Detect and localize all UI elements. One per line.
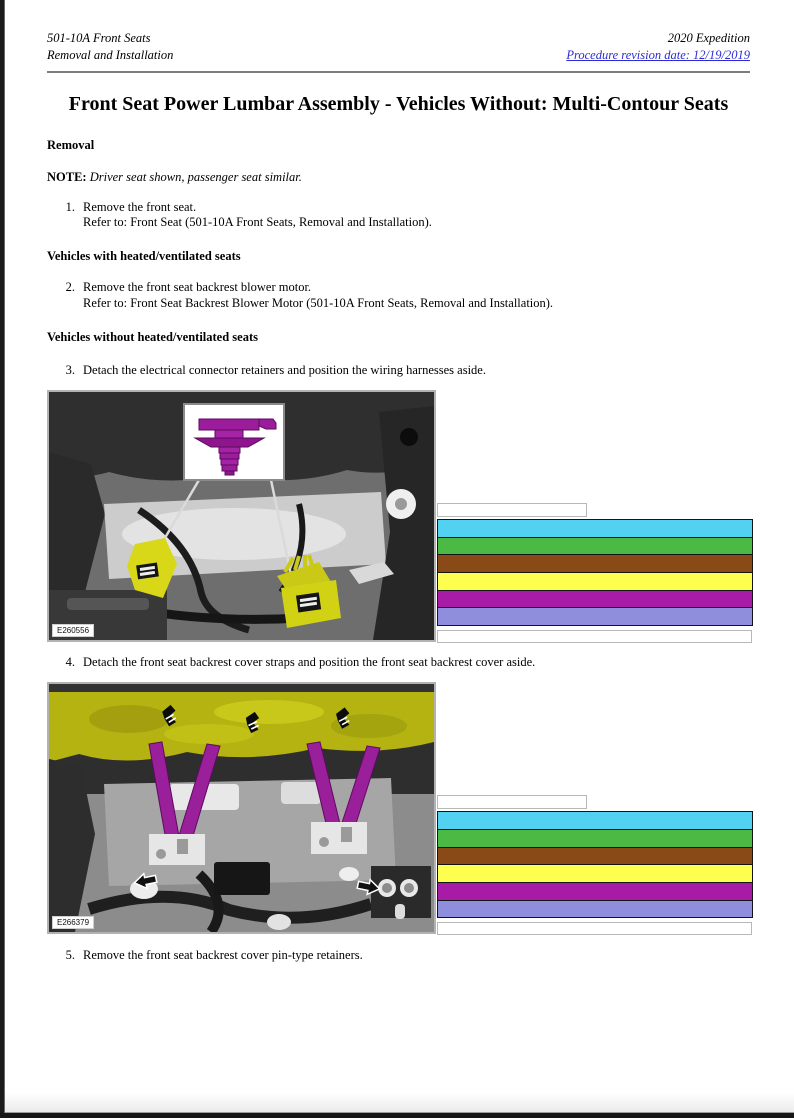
stripe-brown (438, 847, 752, 865)
step-3-number: 3. (65, 362, 75, 377)
stripe-green (438, 829, 752, 847)
document-header (47, 30, 750, 64)
step-4 (47, 655, 750, 670)
procedure-revision-link[interactable]: Procedure revision date: 12/19/2019 (566, 47, 750, 62)
note-paragraph (47, 170, 750, 185)
figure-1-image (47, 390, 436, 642)
stripe-green (438, 537, 752, 555)
figure-1-row (47, 390, 753, 642)
step-2 (47, 280, 750, 311)
legend-field-small (437, 795, 587, 809)
page-title: Front Seat Power Lumbar Assembly - Vehicles Without: Multi-Contour Seats (68, 92, 729, 115)
legend-field-small (437, 503, 587, 517)
stripe-cyan (438, 812, 752, 829)
window-bottom-edge (0, 1113, 794, 1118)
stripe-periwinkle (438, 900, 752, 918)
step-4-text: Detach the front seat backrest cover straps and position the front seat backrest cover aside. (83, 655, 536, 669)
page-bottom-shade (0, 1093, 794, 1113)
step-2-refer: Refer to: Front Seat Backrest Blower Motor (501-10A Front Seats, Removal and Installation). (83, 295, 554, 310)
stripe-magenta (438, 882, 752, 900)
step-5-number: 5. (65, 948, 75, 963)
figure-1-id-label: E260556 (52, 624, 94, 637)
step-1-refer: Refer to: Front Seat (501-10A Front Seats, Removal and Installation). (83, 215, 432, 229)
header-subtitle: Removal and Installation (47, 47, 174, 62)
seat-back-connectors-photo (49, 392, 434, 640)
step-1 (47, 200, 750, 231)
step-1-number: 1. (65, 199, 75, 214)
stripe-yellow (438, 864, 752, 882)
step-2-text: Remove the front seat backrest blower motor. (83, 280, 312, 295)
figure-1-legend (437, 503, 753, 643)
note-text: Driver seat shown, passenger seat similar. (89, 169, 302, 184)
step-5-text: Remove the front seat backrest cover pin-type retainers. (83, 948, 363, 963)
step-5 (47, 948, 750, 963)
header-section-code: 501-10A Front Seats (47, 31, 151, 45)
stripe-cyan (438, 520, 752, 537)
step-4-number: 4. (65, 655, 75, 669)
removal-heading: Removal (47, 137, 95, 152)
seat-back-straps-photo (49, 684, 434, 932)
step-1-text: Remove the front seat. (83, 199, 197, 214)
figure-2-legend (437, 795, 753, 935)
strap-bracket-left (149, 834, 205, 865)
stripe-yellow (438, 572, 752, 590)
stripe-periwinkle (438, 607, 752, 625)
stripe-magenta (438, 590, 752, 608)
header-model: 2020 Expedition (667, 31, 750, 45)
note-label: NOTE: (47, 169, 87, 184)
color-stripes (437, 519, 753, 626)
strap-bracket-right (311, 822, 367, 854)
step-3-text: Detach the electrical connector retainers and position the wiring harnesses aside. (83, 362, 486, 377)
color-stripes (437, 811, 753, 918)
header-divider (47, 71, 750, 73)
subheading-without-heated: Vehicles without heated/ventilated seats (47, 329, 258, 344)
subheading-with-heated: Vehicles with heated/ventilated seats (47, 249, 241, 264)
legend-field-wide (437, 922, 752, 935)
figure-2-row (47, 682, 753, 934)
legend-field-wide (437, 630, 752, 643)
figure-2-id-label: E266379 (52, 916, 94, 929)
window-left-edge (0, 0, 5, 1118)
stripe-brown (438, 554, 752, 572)
step-3 (47, 363, 750, 378)
step-2-number: 2. (65, 280, 75, 295)
figure-2-image (47, 682, 436, 934)
